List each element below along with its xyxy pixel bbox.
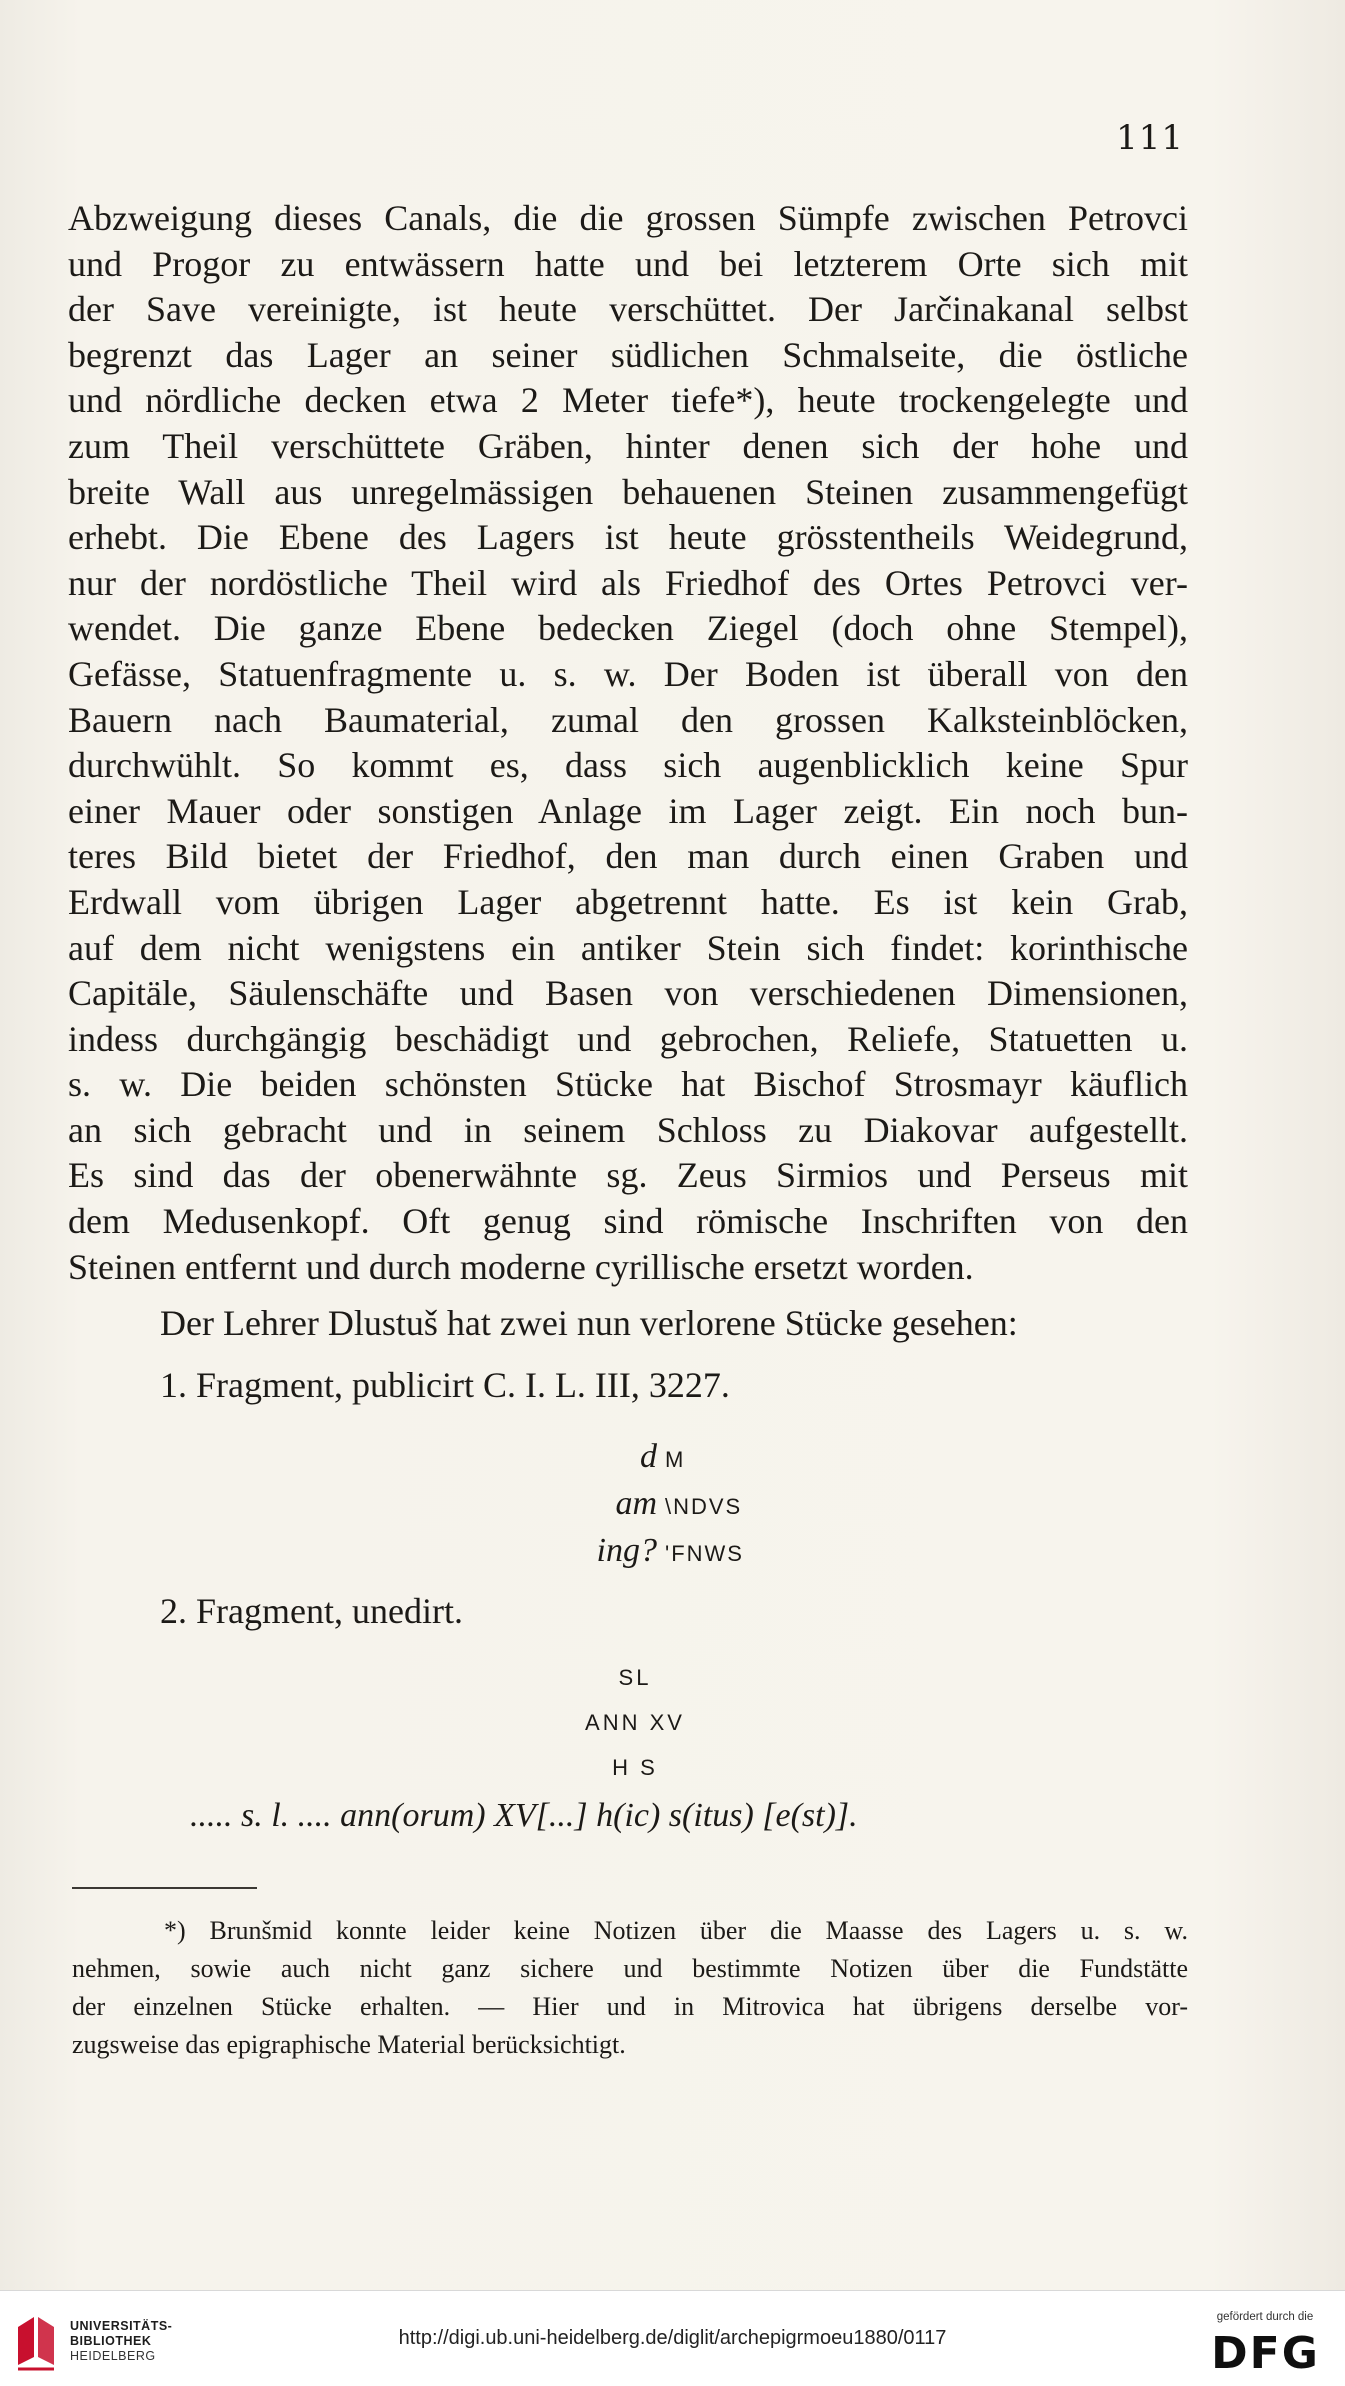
fragment-2-line: H S: [612, 1755, 658, 1780]
fragment-1-line: [540, 1438, 685, 1476]
text-line: Erdwall vom übrigen Lager abgetrennt hatte. Es ist kein Grab,: [68, 881, 1188, 922]
text-line: und Progor zu entwässern hatte und bei letzterem Orte sich mit: [68, 243, 1188, 284]
fragment-1-caps: \NDVS: [665, 1494, 743, 1519]
text-line: an sich gebracht und in seinem Schloss zu Diakovar aufgestellt.: [68, 1109, 1188, 1150]
fragment-1-heading: 1. Fragment, publicirt C. I. L. III, 3227.: [160, 1365, 730, 1405]
footnote: [72, 1912, 1188, 2064]
fragment-1-italic: ing?: [596, 1532, 657, 1569]
main-paragraph: [68, 196, 1188, 1290]
text-line: der Save vereinigte, ist heute verschüttet. Der Jarčinakanal selbst: [68, 289, 1188, 330]
footnote-divider: [72, 1887, 257, 1889]
text-line: Gefässe, Statuenfragmente u. s. w. Der Boden ist überall von den: [68, 653, 1188, 694]
text-line: auf dem nicht wenigstens ein antiker Stein sich findet: korinthische: [68, 927, 1188, 968]
text-line: Bauern nach Baumaterial, zumal den grossen Kalksteinblöcken,: [68, 699, 1188, 740]
footnote-line: *) Brunšmid konnte leider keine Notizen über die Maasse des Lagers u. s. w.: [164, 1916, 1188, 1945]
page-number: 111: [1116, 118, 1184, 158]
fragment-1-line: [540, 1532, 744, 1570]
text-line: indess durchgängig beschädigt und gebrochen, Reliefe, Statuetten u.: [68, 1018, 1188, 1059]
footnote-line: der einzelnen Stücke erhalten. — Hier und in Mitrovica hat übrigens derselbe vor-: [72, 1992, 1188, 2021]
fragment-1-italic: am: [615, 1485, 657, 1522]
fragment-1-caps: 'FNWS: [665, 1541, 744, 1566]
fragment-1-line: [540, 1485, 742, 1523]
footnote-line: nehmen, sowie auch nicht ganz sichere und bestimmte Notizen über die Fundstätte: [72, 1954, 1188, 1983]
text-line: zum Theil verschüttete Gräben, hinter denen sich der hohe und: [68, 425, 1188, 466]
funder-note: gefördert durch die: [1216, 2311, 1314, 2323]
dfg-logo: DFG: [1211, 2328, 1320, 2379]
library-name-line: BIBLIOTHEK: [70, 2334, 152, 2348]
library-name-line: HEIDELBERG: [70, 2349, 156, 2363]
text-line: begrenzt das Lager an seiner südlichen Schmalseite, die östliche: [68, 334, 1188, 375]
fragment-1-italic: d: [640, 1438, 657, 1475]
text-line: Abzweigung dieses Canals, die die grossen Sümpfe zwischen Petrovci: [68, 198, 1188, 238]
fragment-2-line: ANN XV: [585, 1710, 685, 1735]
text-line: Steinen entfernt und durch moderne cyrillische ersetzt worden.: [68, 1246, 974, 1287]
text-line: wendet. Die ganze Ebene bedecken Ziegel (doch ohne Stempel),: [68, 608, 1188, 649]
fragment-1-caps: M: [665, 1447, 686, 1472]
text-line: s. w. Die beiden schönsten Stücke hat Bischof Strosmayr käuflich: [68, 1064, 1188, 1105]
text-line: durchwühlt. So kommt es, dass sich augenblicklich keine Spur: [68, 745, 1188, 786]
text-line: und nördliche decken etwa 2 Meter tiefe*), heute trockengelegte und: [68, 380, 1188, 421]
digitization-footer: [0, 2290, 1345, 2386]
text-line: dem Medusenkopf. Oft genug sind römische Inschriften von den: [68, 1201, 1188, 1242]
footnote-line: zugsweise das epigraphische Material berücksichtigt.: [72, 2030, 626, 2059]
text-line: erhebt. Die Ebene des Lagers ist heute grösstentheils Weidegrund,: [68, 517, 1188, 558]
text-line: teres Bild bietet der Friedhof, den man durch einen Graben und: [68, 836, 1188, 877]
library-name-line: UNIVERSITÄTS-: [70, 2319, 173, 2333]
fragment-2-reading: ..... s. l. .... ann(orum) XV[...] h(ic) s(itus) [e(st)].: [190, 1797, 858, 1834]
text-line: einer Mauer oder sonstigen Anlage im Lager zeigt. Ein noch bun-: [68, 790, 1188, 831]
text-line: breite Wall aus unregelmässigen behauenen Steinen zusammengefügt: [68, 471, 1188, 512]
text-line: Capitäle, Säulenschäfte und Basen von verschiedenen Dimensionen,: [68, 973, 1188, 1014]
fragment-2-line: SL: [618, 1665, 652, 1690]
text-line: nur der nordöstliche Theil wird als Friedhof des Ortes Petrovci ver-: [68, 562, 1188, 603]
fragment-2-heading: 2. Fragment, unedirt.: [160, 1591, 463, 1631]
second-paragraph: Der Lehrer Dlustuš hat zwei nun verlorene Stücke gesehen:: [160, 1303, 1018, 1343]
text-line: Es sind das der obenerwähnte sg. Zeus Sirmios und Perseus mit: [68, 1155, 1188, 1196]
source-url-link[interactable]: http://digi.ub.uni-heidelberg.de/diglit/archepigrmoeu1880/0117: [398, 2327, 947, 2349]
